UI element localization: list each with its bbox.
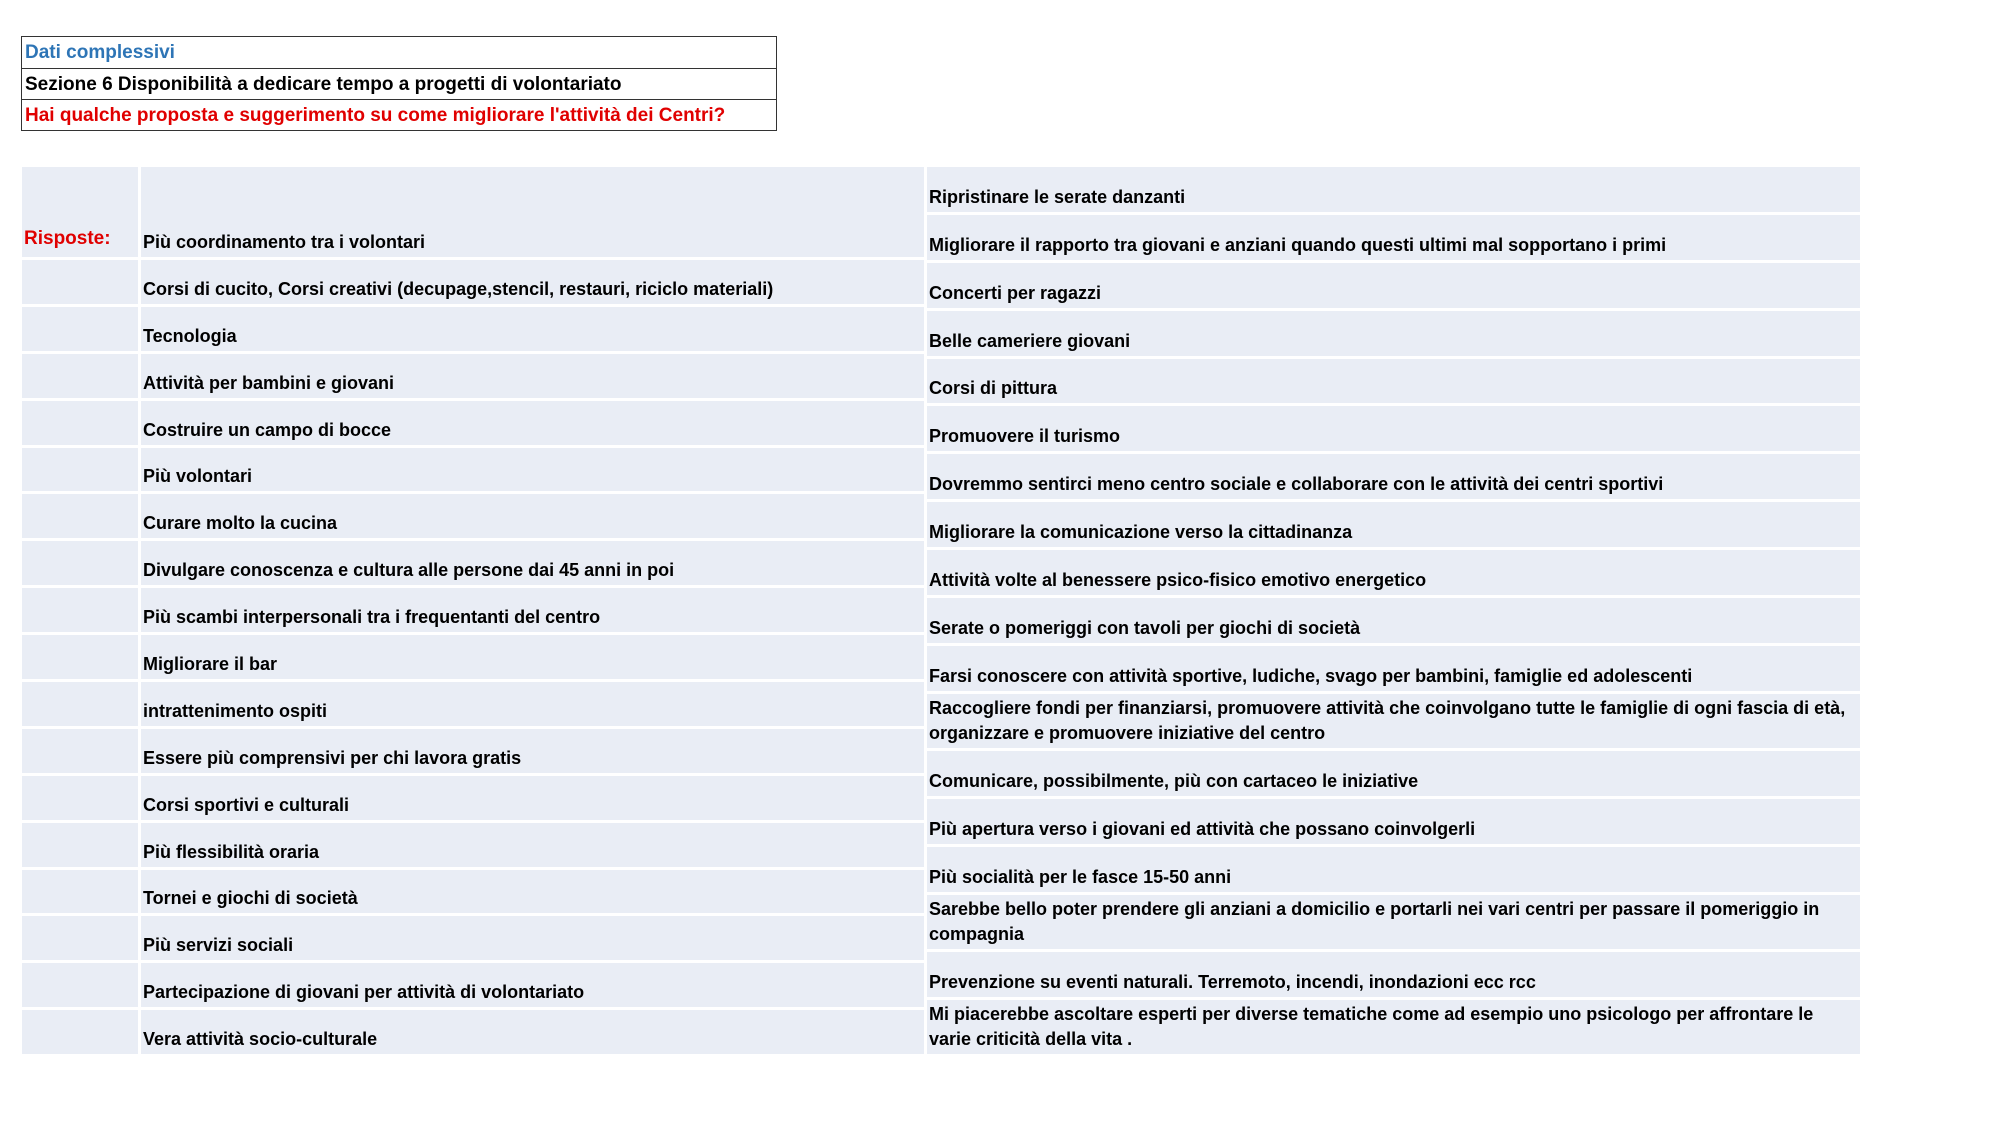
label-cell (22, 963, 138, 1007)
answer-cell: Comunicare, possibilmente, più con cartaceo le iniziative (927, 751, 1860, 796)
header-box (21, 36, 777, 131)
section-title: Sezione 6 Disponibilità a dedicare tempo a progetti di volontariato (22, 68, 776, 99)
label-cell (22, 260, 138, 304)
label-cell (22, 729, 138, 773)
answer-cell: Migliorare la comunicazione verso la cittadinanza (927, 502, 1860, 547)
label-cell (22, 870, 138, 914)
answers-column-right (927, 167, 1860, 1054)
answers-table (22, 167, 1860, 1054)
label-cell (22, 916, 138, 960)
label-cell (22, 448, 138, 492)
label-cell (22, 682, 138, 726)
answer-cell: Partecipazione di giovani per attività di volontariato (141, 963, 924, 1007)
label-cell (22, 354, 138, 398)
answer-cell: Essere più comprensivi per chi lavora gratis (141, 729, 924, 773)
label-cell (22, 823, 138, 867)
answer-cell: Prevenzione su eventi naturali. Terremoto, incendi, inondazioni ecc rcc (927, 952, 1860, 997)
answer-cell: Sarebbe bello poter prendere gli anziani a domicilio e portarli nei vari centri per passare il pomeriggio in compagnia (927, 895, 1860, 949)
label-cell (22, 635, 138, 679)
answer-cell: Tornei e giochi di società (141, 870, 924, 914)
answer-cell: Vera attività socio-culturale (141, 1010, 924, 1054)
answers-label: Risposte: (24, 227, 111, 249)
answer-cell: Attività volte al benessere psico-fisico emotivo energetico (927, 550, 1860, 595)
answer-cell: Promuovere il turismo (927, 406, 1860, 451)
answer-cell: Corsi di cucito, Corsi creativi (decupage,stencil, restauri, riciclo materiali) (141, 260, 924, 304)
answer-cell: Ripristinare le serate danzanti (927, 167, 1860, 212)
label-cell (22, 494, 138, 538)
answer-cell: intrattenimento ospiti (141, 682, 924, 726)
answer-cell: Migliorare il rapporto tra giovani e anziani quando questi ultimi mal sopportano i primi (927, 215, 1860, 260)
label-cell (22, 1010, 138, 1054)
label-cell (22, 541, 138, 585)
question-text: Hai qualche proposta e suggerimento su come migliorare l'attività dei Centri? (22, 99, 776, 130)
answer-cell: Tecnologia (141, 307, 924, 351)
answer-cell: Più servizi sociali (141, 916, 924, 960)
label-cell (22, 167, 138, 257)
label-column (22, 167, 138, 1054)
answer-cell: Più apertura verso i giovani ed attività che possano coinvolgerli (927, 799, 1860, 844)
answer-cell: Farsi conoscere con attività sportive, ludiche, svago per bambini, famiglie ed adolescenti (927, 646, 1860, 691)
answer-cell: Serate o pomeriggi con tavoli per giochi di società (927, 598, 1860, 643)
answer-cell: Divulgare conoscenza e cultura alle persone dai 45 anni in poi (141, 541, 924, 585)
answer-cell: Corsi sportivi e culturali (141, 776, 924, 820)
label-cell (22, 776, 138, 820)
label-cell (22, 307, 138, 351)
answer-cell: Attività per bambini e giovani (141, 354, 924, 398)
answer-cell: Migliorare il bar (141, 635, 924, 679)
answer-cell: Più scambi interpersonali tra i frequentanti del centro (141, 588, 924, 632)
answer-cell: Raccogliere fondi per finanziarsi, promuovere attività che coinvolgano tutte le famiglie di ogni fascia di età, organizzare e promuovere iniziative del centro (927, 694, 1860, 748)
report-title: Dati complessivi (25, 42, 175, 63)
answer-cell: Più socialità per le fasce 15-50 anni (927, 847, 1860, 892)
answer-cell: Curare molto la cucina (141, 494, 924, 538)
answer-cell: Mi piacerebbe ascoltare esperti per diverse tematiche come ad esempio uno psicologo per affrontare le varie criticità della vita . (927, 1000, 1860, 1054)
answer-cell: Più coordinamento tra i volontari (141, 167, 924, 257)
label-cell (22, 588, 138, 632)
answer-cell: Più volontari (141, 448, 924, 492)
answer-cell: Dovremmo sentirci meno centro sociale e collaborare con le attività dei centri sportivi (927, 454, 1860, 499)
answer-cell: Costruire un campo di bocce (141, 401, 924, 445)
answer-cell: Più flessibilità oraria (141, 823, 924, 867)
answers-column-left (141, 167, 924, 1054)
label-cell (22, 401, 138, 445)
answer-cell: Belle cameriere giovani (927, 311, 1860, 356)
answer-cell: Corsi di pittura (927, 359, 1860, 404)
answer-cell: Concerti per ragazzi (927, 263, 1860, 308)
